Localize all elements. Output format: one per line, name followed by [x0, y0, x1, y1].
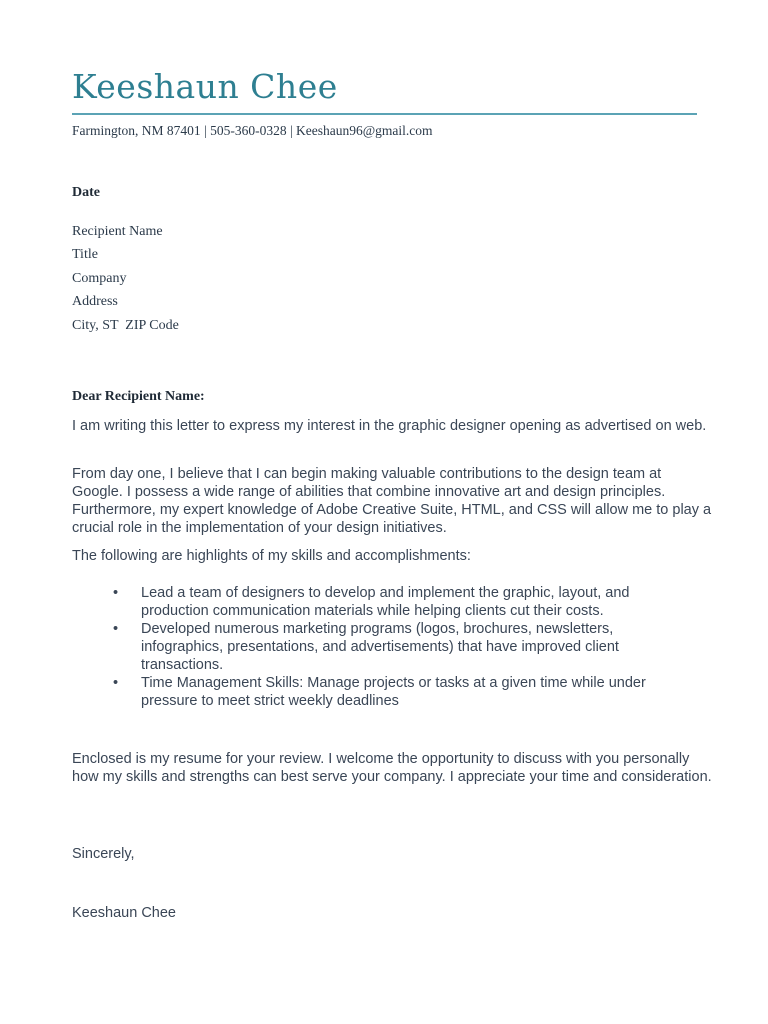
contact-line: Farmington, NM 87401 | 505-360-0328 | Keeshaun96@gmail.com	[72, 123, 433, 138]
salutation: Dear Recipient Name:	[72, 389, 205, 404]
intro-paragraph: I am writing this letter to express my interest in the graphic designer opening as advertised on web.	[72, 418, 707, 434]
sign-off: Sincerely,	[72, 846, 135, 862]
bullet-icon: •	[113, 585, 119, 601]
highlight-text: Time Management Skills: Manage projects or tasks at a given time while under pressure to meet strict weekly deadlines	[141, 675, 646, 709]
highlight-text: Lead a team of designers to develop and implement the graphic, layout, and production communication materials while helping clients cut their costs.	[141, 585, 630, 619]
list-item	[113, 620, 693, 674]
bullet-icon: •	[113, 675, 119, 691]
recipient-company: Company	[72, 270, 127, 286]
header-divider	[72, 113, 697, 115]
recipient-block	[72, 220, 179, 337]
highlight-text: Developed numerous marketing programs (logos, brochures, newsletters, infographics, presentations, and advertisements) that have improved client transactions.	[141, 621, 619, 673]
applicant-name: Keeshaun Chee	[72, 67, 338, 106]
highlights-list	[113, 584, 693, 710]
bullet-icon: •	[113, 621, 119, 637]
highlights-intro: The following are highlights of my skills and accomplishments:	[72, 548, 471, 564]
recipient-title: Title	[72, 247, 98, 263]
list-item	[113, 584, 693, 620]
letter-date: Date	[72, 185, 100, 200]
contribution-paragraph: From day one, I believe that I can begin making valuable contributions to the design team at Google. I possess a wide range of abilities that combine innovative art and design principles. Furthermore, my expert knowledge of Adobe Creative Suite, HTML, and CSS will allow me to play a crucial role in the implementation of your design initiatives.	[72, 466, 712, 536]
list-item	[113, 674, 693, 710]
recipient-city-state-zip: City, ST ZIP Code	[72, 317, 179, 333]
signature-name: Keeshaun Chee	[72, 905, 176, 921]
closing-paragraph: Enclosed is my resume for your review. I welcome the opportunity to discuss with you personally how my skills and strengths can best serve your company. I appreciate your time and consideration.	[72, 751, 712, 785]
recipient-address: Address	[72, 294, 118, 310]
recipient-name: Recipient Name	[72, 224, 163, 239]
